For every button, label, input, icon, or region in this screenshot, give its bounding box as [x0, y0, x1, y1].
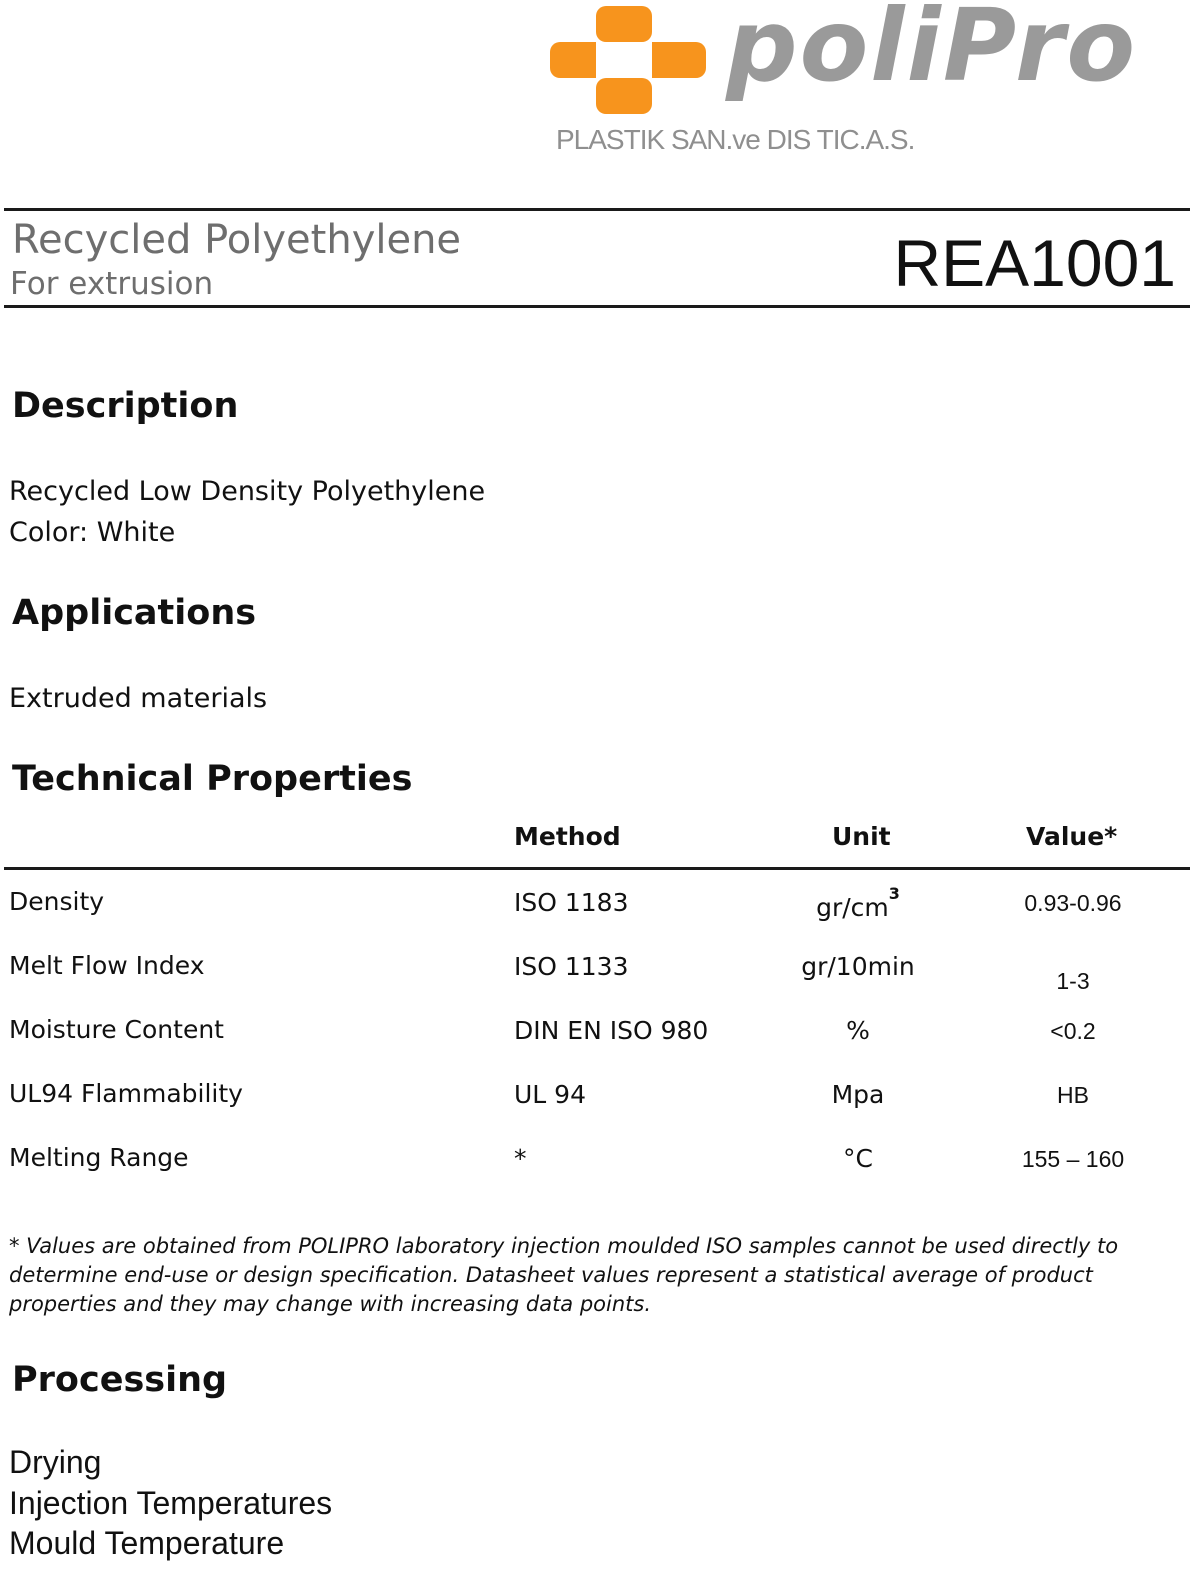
- logo-company-subtitle: PLASTIK SAN.ve DIS TIC.A.S.: [556, 124, 915, 155]
- polipro-cross-icon: [548, 4, 708, 116]
- product-subtitle: For extrusion: [10, 266, 214, 302]
- property-method: ISO 1183: [514, 888, 629, 917]
- property-method: UL 94: [514, 1080, 586, 1109]
- property-value: <0.2: [1050, 1018, 1096, 1044]
- applications-heading: Applications: [12, 593, 257, 633]
- column-header-method: Method: [514, 822, 621, 851]
- company-logo: [548, 0, 1148, 164]
- title-band: [4, 208, 1190, 308]
- property-name: Melt Flow Index: [9, 951, 205, 980]
- property-method: ISO 1133: [514, 952, 629, 981]
- property-value: 155 – 160: [1021, 1146, 1125, 1172]
- property-name: Melting Range: [9, 1143, 189, 1172]
- processing-line: Mould Temperature: [9, 1525, 285, 1561]
- column-header-unit: Unit: [832, 822, 891, 851]
- description-heading: Description: [12, 386, 239, 426]
- table-footnote: * Values are obtained from POLIPRO laboratory injection moulded ISO samples cannot be used directly to determine end-use or design specification. Datasheet values represent a statistical average of product properties and they may change with increasing data points.: [9, 1234, 1119, 1316]
- property-value: 1-3: [1056, 968, 1090, 994]
- product-code: REA1001: [893, 226, 1176, 300]
- property-name: UL94 Flammability: [9, 1079, 243, 1108]
- property-method: DIN EN ISO 980: [514, 1016, 709, 1045]
- property-unit: %: [846, 1016, 870, 1045]
- property-unit: gr/10min: [801, 952, 915, 981]
- property-unit: °C: [843, 1144, 873, 1173]
- processing-heading: Processing: [12, 1360, 228, 1400]
- column-header-value: Value*: [1026, 822, 1118, 851]
- logo-wordmark: poliPro: [726, 0, 1138, 104]
- table-divider: [4, 867, 1190, 870]
- technical-properties-heading: Technical Properties: [12, 759, 413, 799]
- product-name: Recycled Polyethylene: [12, 217, 462, 263]
- property-value: 0.93-0.96: [1024, 890, 1122, 916]
- property-value: HB: [1057, 1082, 1089, 1108]
- description-line: Recycled Low Density Polyethylene: [9, 476, 486, 507]
- property-name: Density: [9, 887, 105, 916]
- property-unit: $gr/cm^3$: [816, 884, 900, 923]
- property-name: Moisture Content: [9, 1015, 224, 1044]
- description-line: Color: White: [9, 517, 176, 548]
- property-unit: Mpa: [831, 1080, 885, 1109]
- processing-line: Drying: [9, 1444, 102, 1480]
- processing-line: Injection Temperatures: [9, 1485, 333, 1521]
- property-method: *: [514, 1144, 527, 1173]
- applications-line: Extruded materials: [9, 683, 268, 714]
